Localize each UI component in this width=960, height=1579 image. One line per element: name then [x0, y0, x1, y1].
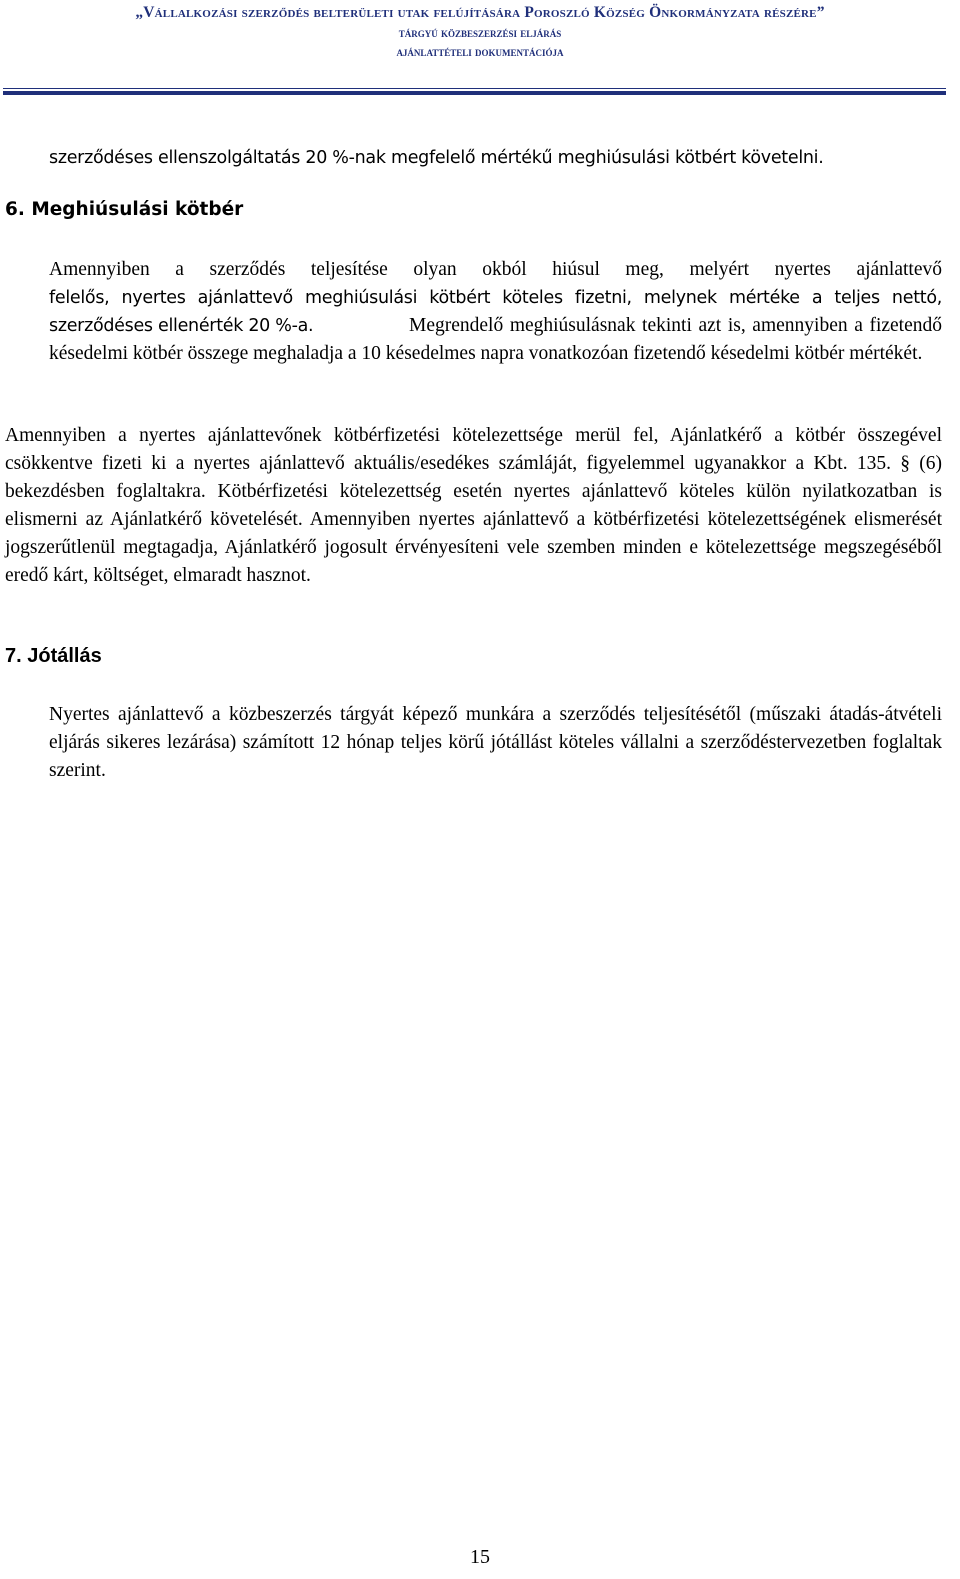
header-title-line-3: ajánlattételi dokumentációja	[396, 44, 564, 59]
header-divider-thick	[3, 91, 946, 95]
header-title-line-2: tárgyú közbeszerzési eljárás	[398, 25, 562, 40]
section-6-paragraph-tail: Megrendelő meghiúsulásnak tekinti azt is, amennyiben a fizetendő késedelmi kötbér összege meghaladja a 10 késedelmes napra vonatkozóan fizetendő késedelmi kötbér mértékét.	[49, 315, 942, 364]
section-6-paragraph-sans: felelős, nyertes ajánlattevő meghiúsulási kötbért köteles fizetni, melynek mértéke a teljes nettó, szerződéses ellenérték 20 %-a.	[49, 288, 942, 336]
penalty-paragraph: Amennyiben a nyertes ajánlattevőnek kötbérfizetési kötelezettsége merül fel, Ajánlatkérő a kötbér összegével csökkentve fizeti ki a nyertes ajánlattevő aktuális/esedékes számláját, figyelemmel ugyanakkor a Kbt. 135. § (6) bekezdésben foglaltakra. Kötbérfizetési kötelezettség esetén nyertes ajánlattevő köteles külön nyilatkozatban is elismerni az Ajánlatkérő követelését. Amennyiben nyertes ajánlattevő a kötbérfizetési kötelezettségének elismerését jogszerűtlenül megtagadja, Ajánlatkérő jogosult érvényesíteni vele szemben minden e kötelezettsége megszegéséből eredő kárt, költséget, elmaradt hasznot.	[5, 425, 942, 586]
header-divider-thin	[3, 88, 946, 89]
page-number: 15	[470, 1546, 490, 1568]
section-7-paragraph: Nyertes ajánlattevő a közbeszerzés tárgyát képező munkára a szerződés teljesítésétől (műszaki átadás-átvételi eljárás sikeres lezárása) számított 12 hónap teljes körű jótállást köteles vállalni a szerződéstervezetben foglaltak szerint.	[49, 704, 942, 781]
section-7-heading: 7. Jótállás	[5, 645, 102, 667]
section-6-paragraph-line-1: Amennyiben a szerződés teljesítése olyan okból hiúsul meg, melyért nyertes ajánlattevő	[49, 259, 942, 280]
section-6-heading: 6. Meghiúsulási kötbér	[5, 199, 244, 220]
intro-line: szerződéses ellenszolgáltatás 20 %-nak megfelelő mértékű meghiúsulási kötbért követelni.	[49, 148, 824, 168]
header-title-line-1: „Vállalkozási szerződés belterületi utak felújítására Poroszló Község Önkormányzata részére”	[135, 4, 825, 21]
